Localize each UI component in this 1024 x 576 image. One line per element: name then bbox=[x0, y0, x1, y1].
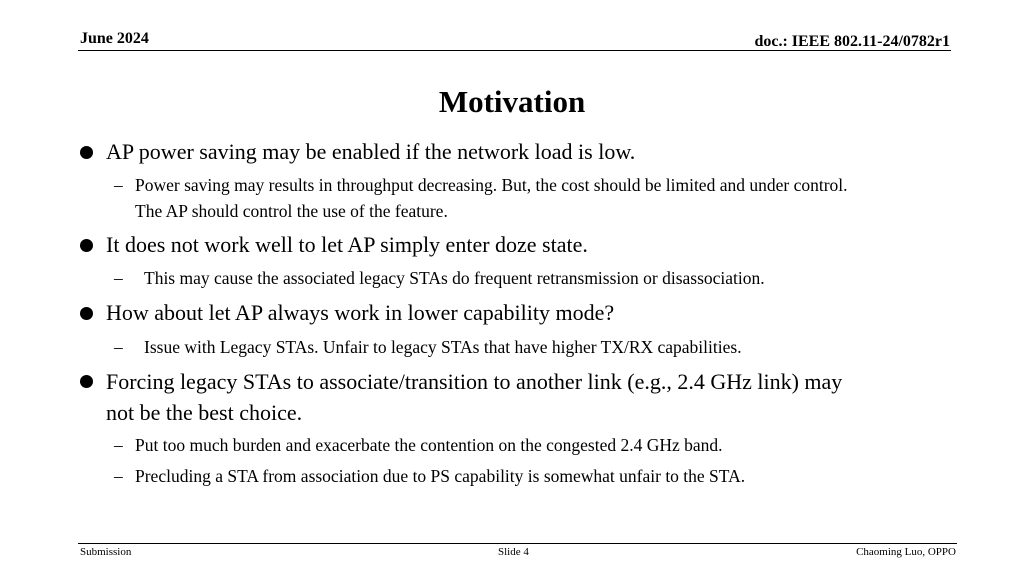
bullet-dot-icon bbox=[80, 307, 93, 320]
bullet-4-sub-2-line-1: Precluding a STA from association due to PS capability is somewhat unfair to the STA. bbox=[135, 466, 746, 486]
bullet-dot-icon bbox=[80, 239, 93, 252]
bullet-1 bbox=[106, 136, 635, 167]
bullet-3-sub-1 bbox=[144, 334, 742, 360]
bullet-4-line-2: not be the best choice. bbox=[106, 400, 303, 425]
bullet-4-sub-1 bbox=[135, 432, 723, 458]
bullet-4-sub-2 bbox=[135, 463, 745, 489]
footer-slide-number: Slide 4 bbox=[498, 546, 529, 558]
slide-title: Motivation bbox=[438, 84, 586, 119]
header-doc-id: doc.: IEEE 802.11-24/0782r1 bbox=[754, 33, 950, 50]
header-divider bbox=[78, 50, 951, 51]
bullet-dot-icon bbox=[80, 375, 93, 388]
bullet-3 bbox=[106, 297, 614, 328]
bullet-1-sub-1 bbox=[135, 172, 848, 224]
footer-divider bbox=[78, 543, 957, 544]
bullet-4-sub-1-line-1: Put too much burden and exacerbate the contention on the congested 2.4 GHz band. bbox=[135, 435, 723, 455]
bullet-2 bbox=[106, 229, 588, 260]
footer-submission: Submission bbox=[80, 546, 132, 558]
bullet-2-line-1: It does not work well to let AP simply enter doze state. bbox=[106, 232, 588, 257]
bullet-1-sub-1-line-2: The AP should control the use of the feature. bbox=[135, 201, 448, 221]
bullet-3-sub-1-line-1: Issue with Legacy STAs. Unfair to legacy STAs that have higher TX/RX capabilities. bbox=[144, 337, 742, 357]
header-date: June 2024 bbox=[80, 30, 149, 47]
dash-icon: – bbox=[114, 175, 123, 195]
footer-author: Chaoming Luo, OPPO bbox=[856, 546, 956, 558]
bullet-1-sub-1-line-1: Power saving may results in throughput decreasing. But, the cost should be limited and under control. bbox=[135, 175, 848, 195]
dash-icon: – bbox=[114, 466, 123, 486]
bullet-4 bbox=[106, 366, 842, 428]
dash-icon: – bbox=[114, 435, 123, 455]
bullet-dot-icon bbox=[80, 146, 93, 159]
bullet-2-sub-1 bbox=[144, 265, 765, 291]
bullet-2-sub-1-line-1: This may cause the associated legacy STAs do frequent retransmission or disassociation. bbox=[144, 268, 765, 288]
dash-icon: – bbox=[114, 337, 123, 357]
bullet-1-line-1: AP power saving may be enabled if the network load is low. bbox=[106, 139, 636, 164]
bullet-4-line-1: Forcing legacy STAs to associate/transition to another link (e.g., 2.4 GHz link) may bbox=[106, 369, 843, 394]
bullet-3-line-1: How about let AP always work in lower capability mode? bbox=[106, 300, 615, 325]
dash-icon: – bbox=[114, 268, 123, 288]
